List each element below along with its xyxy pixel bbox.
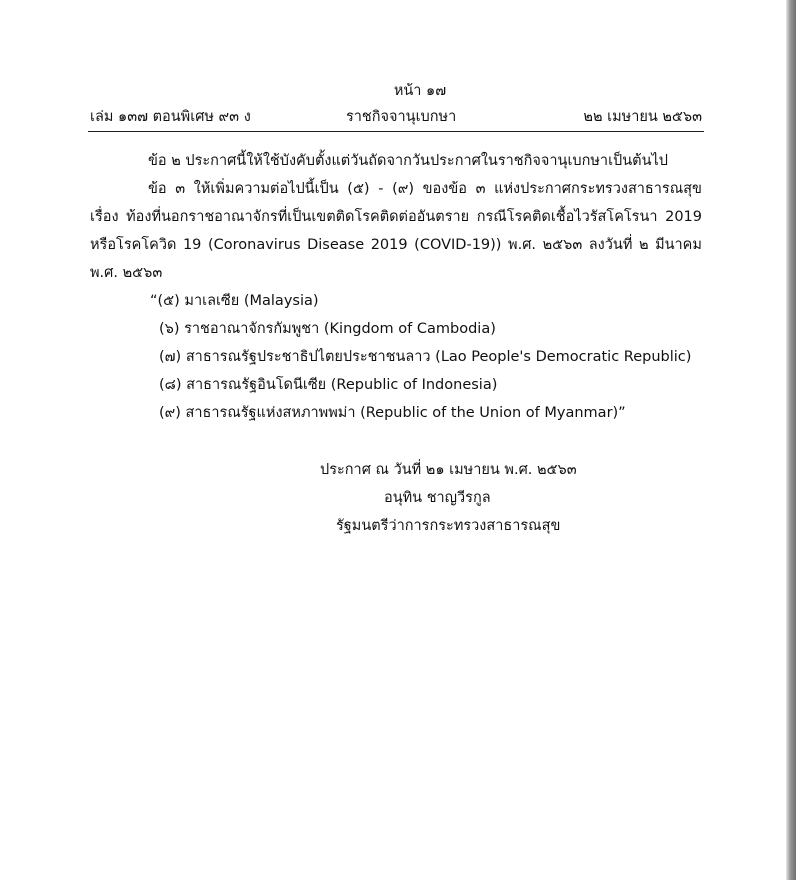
signatory-name: อนุทิน ชาญวีรกูล (384, 490, 491, 506)
clause-3-word: ๒ (638, 237, 649, 253)
clause-3-word: 2019 (665, 209, 702, 225)
page-number: หน้า ๑๗ (393, 83, 447, 99)
clause-3-line-4: พ.ศ. ๒๕๖๓ (90, 265, 163, 281)
publication-date: ๒๒ เมษายน ๒๕๖๓ (583, 109, 702, 125)
clause-3-line-1 (148, 176, 702, 203)
announcement-date: ประกาศ ณ วันที่ ๒๑ เมษายน พ.ศ. ๒๕๖๓ (320, 462, 577, 478)
clause-3-word: (๕) (347, 181, 370, 197)
clause-3-word: (Coronavirus (207, 237, 301, 253)
clause-3-word: 2019 (370, 237, 408, 253)
clause-3-word: ๓ (175, 181, 186, 197)
signatory-position: รัฐมนตรีว่าการกระทรวงสาธารณสุข (336, 518, 561, 534)
clause-3-word: Disease (307, 237, 365, 253)
page-edge-shadow (786, 0, 796, 880)
clause-3-word: หรือโรคโควิด (90, 237, 177, 253)
clause-3-line-3 (90, 232, 702, 259)
gazette-header (90, 104, 702, 131)
volume-issue: เล่ม ๑๓๗ ตอนพิเศษ ๙๓ ง (90, 109, 251, 125)
clause-3-word: พ.ศ. (508, 237, 537, 253)
clause-3-word: ให้เพิ่มความต่อไปนี้เป็น (193, 181, 339, 197)
country-list-item: (๗) สาธารณรัฐประชาธิปไตยประชาชนลาว (Lao People's Democratic Republic) (159, 349, 692, 365)
clause-3-word: ของข้อ (422, 181, 467, 197)
clause-3-word: 19 (182, 237, 202, 253)
clause-3-word: มีนาคม (655, 237, 702, 253)
country-list-item: “(๕) มาเลเซีย (Malaysia) (150, 293, 319, 309)
clause-3-word: (COVID-19)) (414, 237, 502, 253)
clause-3-word: กรณีโรคติดเชื้อไวรัสโคโรนา (476, 209, 658, 225)
header-divider (88, 131, 704, 132)
clause-2: ข้อ ๒ ประกาศนี้ให้ใช้บังคับตั้งแต่วันถัดจากวันประกาศในราชกิจจานุเบกษาเป็นต้นไป (148, 153, 668, 169)
clause-3-word: ข้อ (148, 181, 167, 197)
country-list-item: (๖) ราชอาณาจักรกัมพูชา (Kingdom of Cambodia) (159, 321, 496, 337)
country-list-item: (๙) สาธารณรัฐแห่งสหภาพพม่า (Republic of the Union of Myanmar)” (159, 405, 626, 421)
gazette-name: ราชกิจจานุเบกษา (346, 109, 457, 125)
clause-3-word: ๒๕๖๓ (542, 237, 583, 253)
clause-3-line-2 (90, 204, 702, 231)
clause-3-word: ๓ (475, 181, 486, 197)
clause-3-word: เรื่อง (90, 209, 119, 225)
clause-3-word: ท้องที่นอกราชอาณาจักรที่เป็นเขตติดโรคติดต่ออันตราย (126, 209, 470, 225)
clause-3-word: แห่งประกาศกระทรวงสาธารณสุข (494, 181, 702, 197)
clause-3-word: (๙) (392, 181, 414, 197)
country-list-item: (๘) สาธารณรัฐอินโดนีเซีย (Republic of Indonesia) (159, 377, 498, 393)
clause-3-word: ลงวันที่ (588, 237, 633, 253)
clause-3-word: - (378, 181, 384, 197)
